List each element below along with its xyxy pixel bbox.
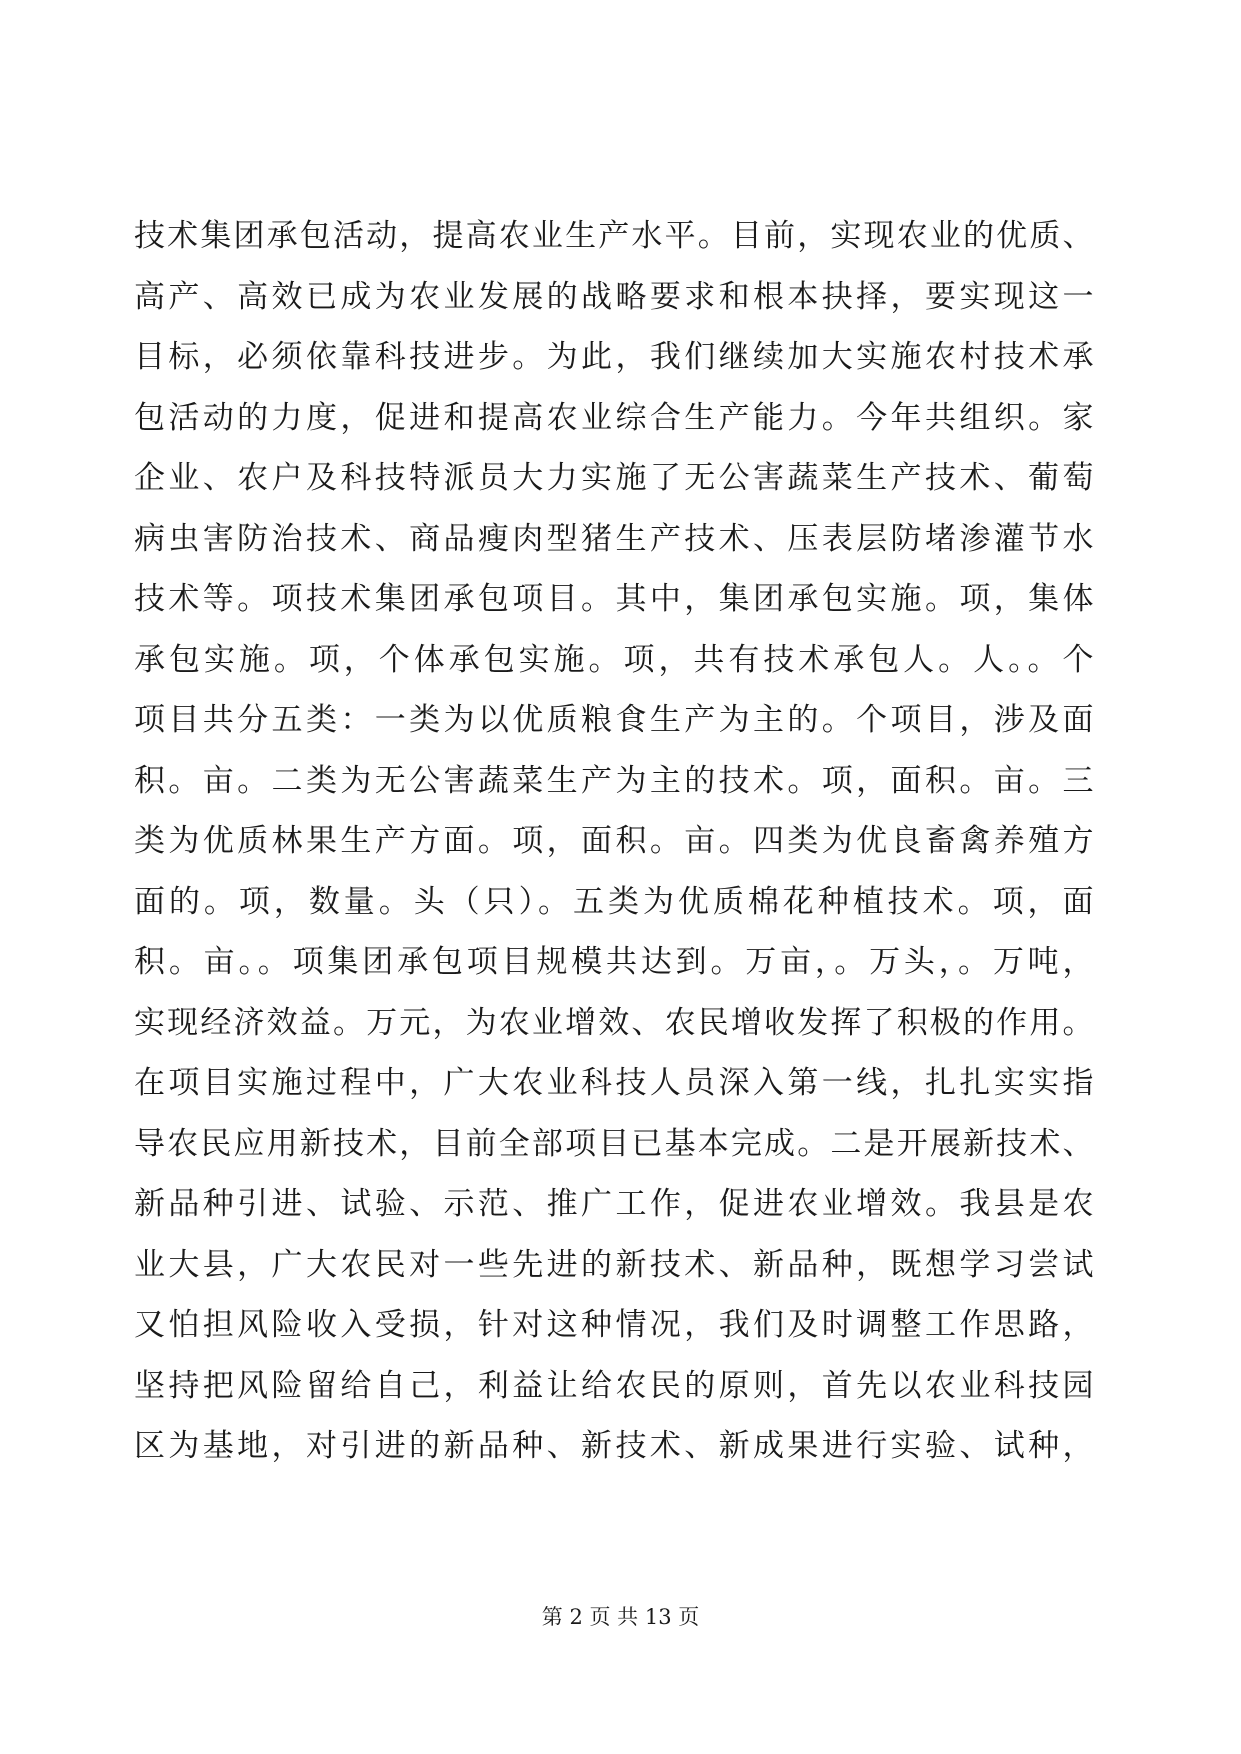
text-line: 类为优质林果生产方面。项，面积。亩。四类为优良畜禽养殖方 [134, 823, 1094, 859]
text-line: 病虫害防治技术、商品瘦肉型猪生产技术、压表层防堵渗灌节水 [134, 520, 1094, 557]
text-line: 区为基地，对引进的新品种、新技术、新成果进行实验、试种， [134, 1428, 1094, 1464]
text-line: 导农民应用新技术，目前全部项目已基本完成。二是开展新技术、 [134, 1125, 1094, 1162]
text-line: 承包实施。项，个体承包实施。项，共有技术承包人。人。。个 [134, 641, 1094, 678]
text-line: 面的。项，数量。头（只）。五类为优质棉花种植技术。项，面 [134, 883, 1094, 920]
text-line: 项目共分五类：一类为以优质粮食生产为主的。个项目，涉及面 [134, 702, 1094, 738]
text-line: 包活动的力度，促进和提高农业综合生产能力。今年共组织。家 [134, 399, 1094, 436]
text-line: 积。亩。二类为无公害蔬菜生产为主的技术。项，面积。亩。三 [134, 762, 1094, 799]
text-line: 积。亩。。项集团承包项目规模共达到。万亩，。万头，。万吨， [134, 944, 1094, 980]
text-line: 实现经济效益。万元，为农业增效、农民增收发挥了积极的作用。 [134, 1004, 1094, 1041]
page-number-footer: 第 2 页 共 13 页 [541, 1605, 700, 1629]
text-line: 高产、高效已成为农业发展的战略要求和根本抉择，要实现这一 [134, 278, 1094, 315]
text-line: 技术集团承包活动，提高农业生产水平。目前，实现农业的优质、 [134, 218, 1094, 254]
text-line: 业大县，广大农民对一些先进的新技术、新品种，既想学习尝试 [134, 1246, 1094, 1283]
text-line: 坚持把风险留给自己，利益让给农民的原则，首先以农业科技园 [134, 1367, 1094, 1404]
text-line: 新品种引进、试验、示范、推广工作，促进农业增效。我县是农 [134, 1186, 1094, 1222]
text-line: 企业、农户及科技特派员大力实施了无公害蔬菜生产技术、葡萄 [134, 460, 1094, 496]
body-text [134, 206, 1094, 1477]
text-line: 又怕担风险收入受损，针对这种情况，我们及时调整工作思路， [134, 1307, 1094, 1343]
text-line: 技术等。项技术集团承包项目。其中，集团承包实施。项，集体 [134, 581, 1094, 617]
text-line: 在项目实施过程中，广大农业科技人员深入第一线，扎扎实实指 [134, 1065, 1094, 1101]
text-line: 目标，必须依靠科技进步。为此，我们继续加大实施农村技术承 [134, 339, 1094, 375]
